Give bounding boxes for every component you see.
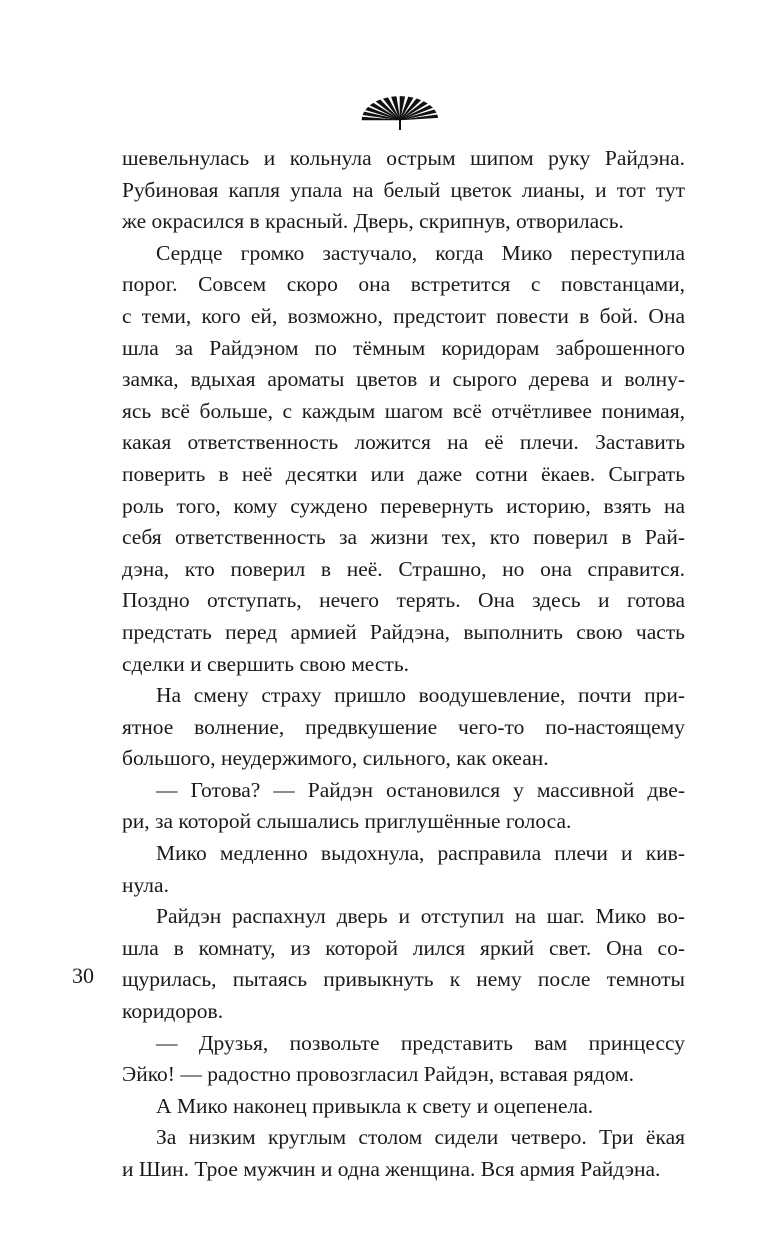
- text-line: На смену страху пришло воодушевление, почти при-: [156, 683, 685, 708]
- text-line: Эйко! — радостно провозгласил Райдэн, вставая рядом.: [122, 1062, 635, 1087]
- text-line: себя ответственность за жизни тех, кто поверил в Рай-: [122, 525, 685, 550]
- text-line: Поздно отступать, нечего терять. Она здесь и готова: [122, 588, 685, 613]
- text-line: нула.: [122, 872, 169, 897]
- fan-icon: [356, 78, 440, 132]
- text-line: замка, вдыхая ароматы цветов и сырого дерева и волну-: [122, 367, 685, 392]
- text-line: шевельнулась и кольнула острым шипом руку Райдэна.: [122, 146, 685, 170]
- text-line: с теми, кого ей, возможно, предстоит повести в бой. Она: [122, 303, 685, 328]
- text-line: и Шин. Трое мужчин и одна женщина. Вся армия Райдэна.: [122, 1157, 661, 1181]
- text-line: шла в комнату, из которой лился яркий свет. Она со-: [122, 935, 685, 960]
- text-line: роль того, кому суждено перевернуть историю, взять на: [122, 493, 685, 518]
- text-line: дэна, кто поверил в неё. Страшно, но она справится.: [122, 556, 685, 581]
- text-line: ри, за которой слышались приглушённые голоса.: [122, 809, 572, 834]
- text-line: За низким круглым столом сидели четверо. Три ёкая: [156, 1125, 685, 1150]
- text-line: А Мико наконец привыкла к свету и оцепенела.: [156, 1093, 594, 1118]
- text-line: ясь всё больше, с каждым шагом всё отчётливее понимая,: [122, 398, 685, 423]
- text-line: Сердце громко застучало, когда Мико переступила: [156, 240, 685, 265]
- text-line: Мико медленно выдохнула, расправила плечи и кив-: [156, 841, 685, 866]
- text-line: коридоров.: [122, 999, 224, 1024]
- text-line: же окрасился в красный. Дверь, скрипнув, отворилась.: [122, 209, 624, 234]
- text-line: ятное волнение, предвкушение чего-то по-настоящему: [122, 714, 685, 739]
- text-line: Рубиновая капля упала на белый цветок лианы, и тот тут: [122, 177, 685, 202]
- page-text: [122, 143, 685, 1186]
- text-line: какая ответственность ложится на её плечи. Заставить: [122, 430, 685, 455]
- text-line: предстать перед армией Райдэна, выполнить свою часть: [122, 619, 685, 644]
- text-line: Райдэн распахнул дверь и отступил на шаг. Мико во-: [156, 904, 685, 929]
- text-line: порог. Совсем скоро она встретится с повстанцами,: [122, 272, 685, 297]
- text-line: поверить в неё десятки или даже сотни ёкаев. Сыграть: [122, 461, 685, 486]
- text-line: сделки и свершить свою месть.: [122, 651, 409, 676]
- text-line: — Готова? — Райдэн остановился у массивной две-: [156, 777, 685, 802]
- text-line: щурилась, пытаясь привыкнуть к нему после темноты: [122, 967, 685, 992]
- page-number: 30: [72, 963, 94, 988]
- text-line: — Друзья, позвольте представить вам принцессу: [156, 1030, 685, 1055]
- text-line: большого, неудержимого, сильного, как океан.: [122, 746, 549, 771]
- text-line: шла за Райдэном по тёмным коридорам заброшенного: [122, 335, 685, 360]
